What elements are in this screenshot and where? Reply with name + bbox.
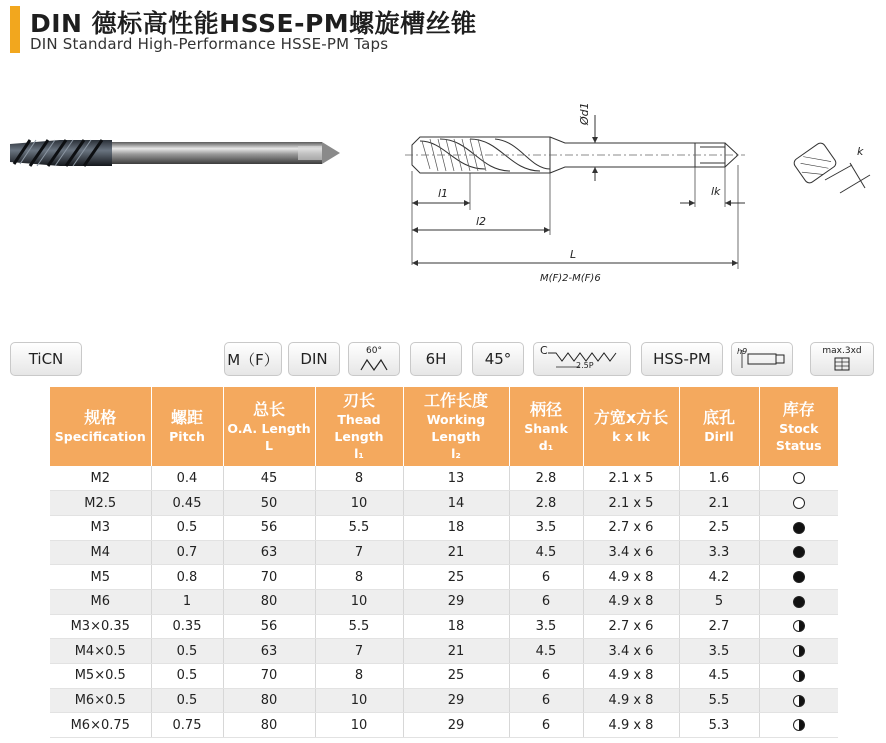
cell-pitch: 0.5	[151, 688, 223, 713]
cell-pitch: 1	[151, 589, 223, 614]
column-header	[315, 387, 403, 466]
cell-stock	[759, 713, 838, 738]
table-body	[50, 466, 838, 738]
cell-stock	[759, 565, 838, 590]
cell-k: 4.9 x 8	[583, 589, 679, 614]
cell-L: 80	[223, 589, 315, 614]
cell-k: 2.7 x 6	[583, 614, 679, 639]
cell-stock	[759, 515, 838, 540]
cell-drill: 5.3	[679, 713, 759, 738]
cell-drill: 2.1	[679, 491, 759, 516]
cell-pitch: 0.5	[151, 639, 223, 664]
cell-L: 80	[223, 713, 315, 738]
cell-d1: 3.5	[509, 515, 583, 540]
cell-l1: 7	[315, 639, 403, 664]
tap-photo	[0, 120, 350, 190]
cell-k: 3.4 x 6	[583, 540, 679, 565]
column-header-sub: L	[265, 437, 273, 453]
standard-chip: DIN	[288, 342, 340, 376]
column-header-en: Shank	[524, 420, 568, 436]
cell-l2: 18	[403, 614, 509, 639]
cell-L: 56	[223, 614, 315, 639]
cell-d1: 2.8	[509, 491, 583, 516]
cell-d1: 6	[509, 688, 583, 713]
cell-k: 4.9 x 8	[583, 688, 679, 713]
spec-table	[50, 387, 838, 738]
cell-l2: 13	[403, 466, 509, 491]
column-header-en: Pitch	[169, 429, 205, 444]
table-row	[50, 565, 838, 590]
cell-drill: 5	[679, 589, 759, 614]
column-header-en: Dirll	[704, 429, 734, 444]
column-header-cn: 工作长度	[423, 391, 488, 410]
l2-label: l2	[476, 215, 487, 228]
cell-d1: 3.5	[509, 614, 583, 639]
column-header-cn: 库存	[782, 399, 815, 419]
cell-stock	[759, 589, 838, 614]
cell-l2: 21	[403, 639, 509, 664]
cell-l2: 21	[403, 540, 509, 565]
shank-tolerance-label: h9	[737, 347, 748, 356]
cell-l1: 5.5	[315, 515, 403, 540]
cell-pitch: 0.8	[151, 565, 223, 590]
max-depth-label: max.3xd	[822, 346, 862, 356]
column-header-sub: Status	[775, 437, 822, 453]
column-header-en: Stock	[779, 420, 819, 436]
stock-full-icon	[793, 571, 805, 583]
cell-drill: 4.2	[679, 565, 759, 590]
column-header	[509, 387, 583, 466]
angle-label: 60°	[366, 346, 382, 356]
cell-spec: M2.5	[50, 491, 151, 516]
column-header	[50, 387, 151, 466]
cell-l1: 10	[315, 688, 403, 713]
header-accent-bar	[10, 6, 20, 53]
chamfer-c-label: C	[540, 344, 548, 357]
cell-L: 80	[223, 688, 315, 713]
L-label: L	[570, 248, 577, 261]
page-subtitle: DIN Standard High-Performance HSSE-PM Taps	[30, 35, 389, 53]
column-header-cn: 螺距	[170, 408, 203, 427]
cell-k: 3.4 x 6	[583, 639, 679, 664]
cell-L: 63	[223, 540, 315, 565]
cell-l2: 14	[403, 491, 509, 516]
cell-l2: 25	[403, 565, 509, 590]
cell-L: 56	[223, 515, 315, 540]
table-row	[50, 639, 838, 664]
column-header	[679, 387, 759, 466]
cell-l1: 8	[315, 565, 403, 590]
cell-drill: 5.5	[679, 688, 759, 713]
cell-drill: 1.6	[679, 466, 759, 491]
lk-label: lk	[711, 185, 721, 198]
cell-spec: M4×0.5	[50, 639, 151, 664]
thread-range-note: M(F)2-M(F)6	[540, 273, 601, 284]
cell-spec: M3×0.35	[50, 614, 151, 639]
column-header-en: Specification	[54, 429, 146, 444]
cell-l2: 25	[403, 664, 509, 689]
k-label: k	[857, 145, 864, 158]
column-header-cn: 方宽x方长	[593, 408, 669, 427]
thread-type-chip: M（F）	[224, 342, 282, 376]
coating-chip: TiCN	[10, 342, 82, 376]
table-row	[50, 614, 838, 639]
helix-angle-chip: 45°	[472, 342, 524, 376]
cell-L: 70	[223, 664, 315, 689]
cell-L: 70	[223, 565, 315, 590]
cell-spec: M5	[50, 565, 151, 590]
table-row	[50, 491, 838, 516]
cell-stock	[759, 614, 838, 639]
column-header-cn: 底孔	[702, 408, 735, 427]
cell-L: 50	[223, 491, 315, 516]
material-chip: HSS-PM	[641, 342, 723, 376]
table-row	[50, 713, 838, 738]
cell-pitch: 0.7	[151, 540, 223, 565]
column-header-en: Thead Length	[334, 412, 384, 444]
cell-l1: 10	[315, 491, 403, 516]
column-header-cn: 总长	[252, 399, 285, 419]
shank-tolerance-chip	[731, 342, 793, 376]
cell-l1: 8	[315, 466, 403, 491]
cell-k: 4.9 x 8	[583, 713, 679, 738]
table-row	[50, 540, 838, 565]
cell-d1: 6	[509, 664, 583, 689]
cell-k: 2.7 x 6	[583, 515, 679, 540]
cell-l1: 10	[315, 713, 403, 738]
cell-spec: M6×0.5	[50, 688, 151, 713]
thread-angle-chip	[348, 342, 400, 376]
stock-full-icon	[793, 522, 805, 534]
cell-stock	[759, 639, 838, 664]
column-header-en: Working Length	[426, 412, 486, 444]
table-header-row	[50, 387, 838, 466]
table-row	[50, 466, 838, 491]
chamfer-p-label: 2.5P	[576, 361, 594, 370]
cell-spec: M6×0.75	[50, 713, 151, 738]
d1-label: Ød1	[578, 102, 591, 125]
column-header	[759, 387, 838, 466]
cell-pitch: 0.5	[151, 515, 223, 540]
stock-half-icon	[793, 645, 805, 657]
max-depth-chip	[810, 342, 874, 376]
thread-angle-icon	[359, 356, 389, 372]
column-header	[151, 387, 223, 466]
column-header-sub: l₂	[451, 446, 461, 461]
stock-half-icon	[793, 719, 805, 731]
cell-pitch: 0.75	[151, 713, 223, 738]
stock-empty-icon	[793, 497, 805, 509]
cell-stock	[759, 688, 838, 713]
cell-pitch: 0.35	[151, 614, 223, 639]
cell-stock	[759, 491, 838, 516]
stock-empty-icon	[793, 472, 805, 484]
cell-drill: 3.3	[679, 540, 759, 565]
table-row	[50, 688, 838, 713]
cell-k: 4.9 x 8	[583, 565, 679, 590]
cell-d1: 4.5	[509, 639, 583, 664]
cell-stock	[759, 664, 838, 689]
cell-drill: 2.5	[679, 515, 759, 540]
cell-spec: M4	[50, 540, 151, 565]
cell-d1: 6	[509, 713, 583, 738]
cell-l1: 8	[315, 664, 403, 689]
l1-label: l1	[438, 187, 449, 200]
cell-d1: 6	[509, 589, 583, 614]
cell-k: 2.1 x 5	[583, 491, 679, 516]
cell-l2: 29	[403, 688, 509, 713]
tap-technical-drawing	[400, 85, 880, 290]
table-row	[50, 589, 838, 614]
cell-L: 45	[223, 466, 315, 491]
column-header-sub: d₁	[538, 437, 554, 453]
cell-k: 4.9 x 8	[583, 664, 679, 689]
stock-half-icon	[793, 670, 805, 682]
cell-l1: 5.5	[315, 614, 403, 639]
stock-half-icon	[793, 620, 805, 632]
column-header-en: k x lk	[612, 429, 650, 444]
cell-drill: 3.5	[679, 639, 759, 664]
cell-pitch: 0.4	[151, 466, 223, 491]
cell-l2: 18	[403, 515, 509, 540]
cell-l1: 10	[315, 589, 403, 614]
cell-drill: 4.5	[679, 664, 759, 689]
stock-full-icon	[793, 596, 805, 608]
column-header	[223, 387, 315, 466]
cell-d1: 2.8	[509, 466, 583, 491]
column-header-cn: 规格	[84, 408, 117, 427]
column-header-cn: 柄径	[529, 399, 562, 419]
cell-spec: M5×0.5	[50, 664, 151, 689]
cell-drill: 2.7	[679, 614, 759, 639]
cell-d1: 6	[509, 565, 583, 590]
cell-spec: M6	[50, 589, 151, 614]
column-header-en: O.A. Length	[227, 420, 311, 436]
cell-d1: 4.5	[509, 540, 583, 565]
stock-half-icon	[793, 695, 805, 707]
table-row	[50, 664, 838, 689]
column-header	[403, 387, 509, 466]
table-row	[50, 515, 838, 540]
cell-spec: M3	[50, 515, 151, 540]
cell-L: 63	[223, 639, 315, 664]
tolerance-chip: 6H	[410, 342, 462, 376]
cell-pitch: 0.5	[151, 664, 223, 689]
cell-k: 2.1 x 5	[583, 466, 679, 491]
cell-l2: 29	[403, 713, 509, 738]
cell-spec: M2	[50, 466, 151, 491]
cell-l1: 7	[315, 540, 403, 565]
page-title: DIN 德标高性能HSSE-PM螺旋槽丝锥	[30, 9, 477, 38]
cell-stock	[759, 540, 838, 565]
stock-full-icon	[793, 546, 805, 558]
column-header	[583, 387, 679, 466]
cell-pitch: 0.45	[151, 491, 223, 516]
chamfer-chip	[533, 342, 631, 376]
blind-hole-icon	[833, 356, 851, 372]
cell-l2: 29	[403, 589, 509, 614]
column-header-cn: 刃长	[342, 391, 375, 410]
column-header-sub: l₁	[354, 446, 364, 461]
cell-stock	[759, 466, 838, 491]
